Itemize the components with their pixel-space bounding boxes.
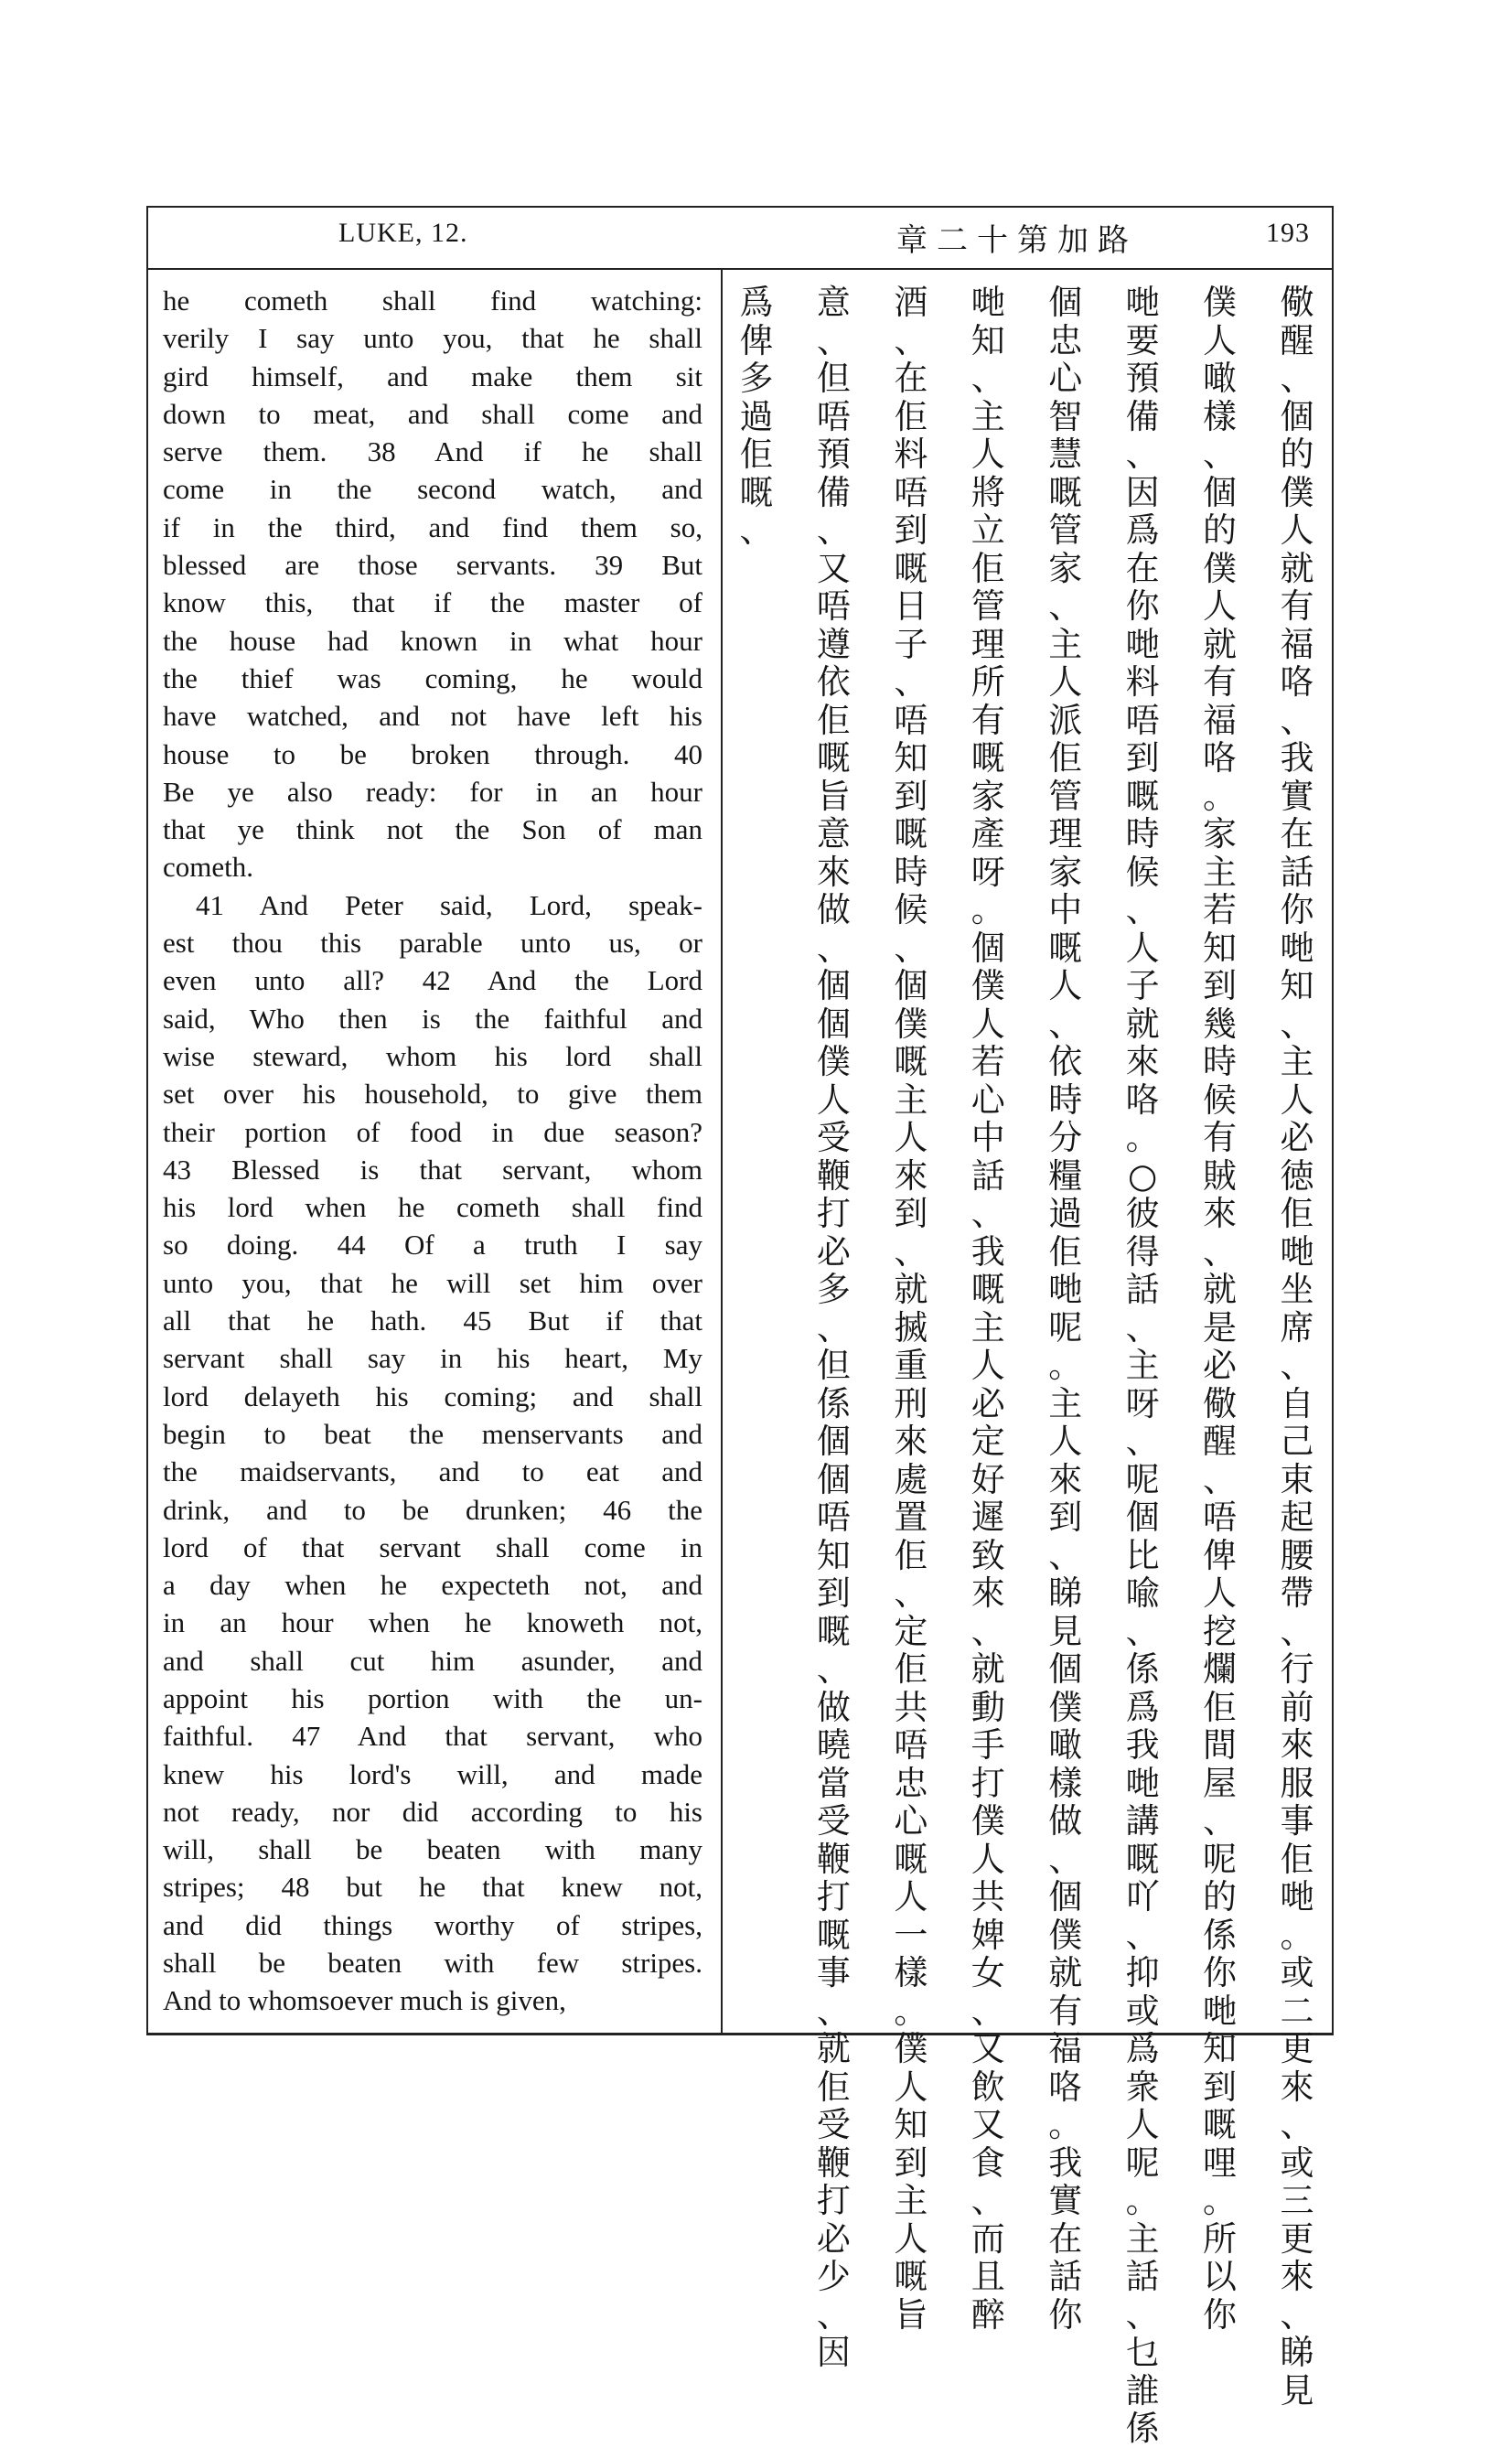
english-line: the thief was coming, he would bbox=[163, 661, 702, 694]
chinese-column: 僕 人 噉 樣 、 個 的 僕 人 就 有 福 咯 。 家 主 若 知 到 幾 時 候 有 賊 來 、 就 是 必 儆 醒 、 唔 俾 人 挖 爛 佢 間 屋 、 呢 的 係 你 哋 知 到 嘅 哩 。 所 以 你 bbox=[1203, 283, 1238, 2335]
chinese-column: 哋 知 、 主 人 將 立 佢 管 理 所 有 嘅 家 產 呀 。 個 僕 人 若 心 中 話 、 我 嘅 主 人 必 定 好 遲 致 來 、 就 動 手 打 僕 人 共 婢 女 、 又 飲 又 食 、 而 且 醉 bbox=[970, 283, 1005, 2335]
english-line: even unto all? 42 And the Lord bbox=[163, 964, 702, 997]
english-text-column bbox=[163, 282, 702, 2020]
english-line: appoint his portion with the un- bbox=[163, 1681, 702, 1714]
chinese-column: 意 、 但 唔 預 備 、 又 唔 遵 依 佢 嘅 旨 意 來 做 、 個 個 僕 人 受 鞭 打 必 多 、 但 係 個 個 唔 知 到 嘅 、 做 曉 當 受 鞭 打 嘅 事 、 就 佢 受 鞭 打 必 少 、 因 bbox=[816, 283, 851, 2372]
english-line: shall be beaten with few stripes. bbox=[163, 1947, 702, 1980]
english-line: faithful. 47 And that servant, who bbox=[163, 1720, 702, 1753]
header-chinese-title: 章二十第加路 bbox=[896, 222, 1138, 259]
english-line: house to be broken through. 40 bbox=[163, 737, 702, 770]
english-line: 41 And Peter said, Lord, speak- bbox=[196, 888, 702, 921]
english-line: 43 Blessed is that servant, whom bbox=[163, 1153, 702, 1186]
english-line: set over his household, to give them bbox=[163, 1078, 702, 1111]
english-line: his lord when he cometh shall find bbox=[163, 1191, 702, 1224]
english-line: their portion of food in due season? bbox=[163, 1115, 702, 1148]
english-line: servant shall say in his heart, My bbox=[163, 1342, 702, 1375]
header-english-title: LUKE, 12. bbox=[338, 218, 468, 248]
chinese-text-column bbox=[732, 283, 1322, 2448]
english-line: the house had known in what hour bbox=[163, 624, 702, 657]
english-line: blessed are those servants. 39 But bbox=[163, 549, 702, 582]
english-line: verily I say unto you, that he shall bbox=[163, 322, 702, 355]
english-line: Be ye also ready: for in an hour bbox=[163, 775, 702, 808]
english-line: all that he hath. 45 But if that bbox=[163, 1305, 702, 1337]
english-line: the maidservants, and to eat and bbox=[163, 1455, 702, 1488]
english-line: said, Who then is the faithful and bbox=[163, 1002, 702, 1035]
chinese-column: 酒 、 在 佢 料 唔 到 嘅 日 子 、 唔 知 到 嘅 時 候 、 個 僕 嘅 主 人 來 到 、 就 搣 重 刑 來 處 置 佢 、 定 佢 共 唔 忠 心 嘅 人 一 樣 。 僕 人 知 到 主 人 嘅 旨 bbox=[894, 283, 928, 2335]
english-line: drink, and to be drunken; 46 the bbox=[163, 1493, 702, 1526]
english-line: know this, that if the master of bbox=[163, 586, 702, 619]
english-line: wise steward, whom his lord shall bbox=[163, 1039, 702, 1072]
chinese-column: 儆 醒 、 個 的 僕 人 就 有 福 咯 、 我 實 在 話 你 哋 知 、 主 人 必 徳 佢 哋 坐 席 、 自 己 束 起 腰 帶 、 行 前 來 服 事 佢 哋 。 或 二 更 來 、 或 三 更 來 、 睇 見 bbox=[1280, 283, 1314, 2410]
english-line: not ready, nor did according to his bbox=[163, 1795, 702, 1828]
english-line: serve them. 38 And if he shall bbox=[163, 435, 702, 468]
column-divider bbox=[721, 268, 723, 2033]
english-line: a day when he expecteth not, and bbox=[163, 1569, 702, 1602]
english-line: est thou this parable unto us, or bbox=[163, 927, 702, 960]
english-line: And to whomsoever much is given, bbox=[163, 1984, 566, 2017]
english-line: gird himself, and make them sit bbox=[163, 360, 702, 392]
english-line: and shall cut him asunder, and bbox=[163, 1644, 702, 1677]
chinese-column: 個 忠 心 智 慧 嘅 管 家 、 主 人 派 佢 管 理 家 中 嘅 人 、 依 時 分 糧 過 佢 哋 呢 。 主 人 來 到 、 睇 見 個 僕 噉 樣 做 、 個 僕 就 有 福 咯 。 我 實 在 話 你 bbox=[1048, 283, 1083, 2335]
page-number: 193 bbox=[1266, 218, 1310, 248]
english-line: cometh. bbox=[163, 851, 253, 884]
english-line: if in the third, and find them so, bbox=[163, 510, 702, 543]
english-line: so doing. 44 Of a truth I say bbox=[163, 1229, 702, 1262]
english-line: that ye think not the Son of man bbox=[163, 813, 702, 846]
header-rule bbox=[146, 268, 1334, 270]
english-line: come in the second watch, and bbox=[163, 473, 702, 506]
english-line: he cometh shall find watching: bbox=[163, 285, 702, 317]
english-line: begin to beat the menservants and bbox=[163, 1417, 702, 1450]
english-line: have watched, and not have left his bbox=[163, 700, 702, 733]
english-line: knew his lord's will, and made bbox=[163, 1757, 702, 1790]
chinese-column: 爲 俾 多 過 佢 嘅 、 bbox=[739, 283, 774, 550]
english-line: stripes; 48 but he that knew not, bbox=[163, 1871, 702, 1904]
english-line: in an hour when he knoweth not, bbox=[163, 1606, 702, 1639]
english-line: lord delayeth his coming; and shall bbox=[163, 1380, 702, 1412]
english-line: and did things worthy of stripes, bbox=[163, 1908, 702, 1941]
english-line: unto you, that he will set him over bbox=[163, 1266, 702, 1299]
english-line: down to meat, and shall come and bbox=[163, 397, 702, 430]
english-line: lord of that servant shall come in bbox=[163, 1530, 702, 1563]
english-line: will, shall be beaten with many bbox=[163, 1833, 702, 1866]
chinese-column: 哋 要 預 備 、 因 爲 在 你 哋 料 唔 到 嘅 時 候 、 人 子 就 來 咯 。 ○ 彼 得 話 、 主 呀 、 呢 個 比 喩 、 係 爲 我 哋 講 嘅 吖 、 抑 或 爲 衆 人 呢 。 主 話 、 乜 誰 係 bbox=[1125, 283, 1160, 2448]
